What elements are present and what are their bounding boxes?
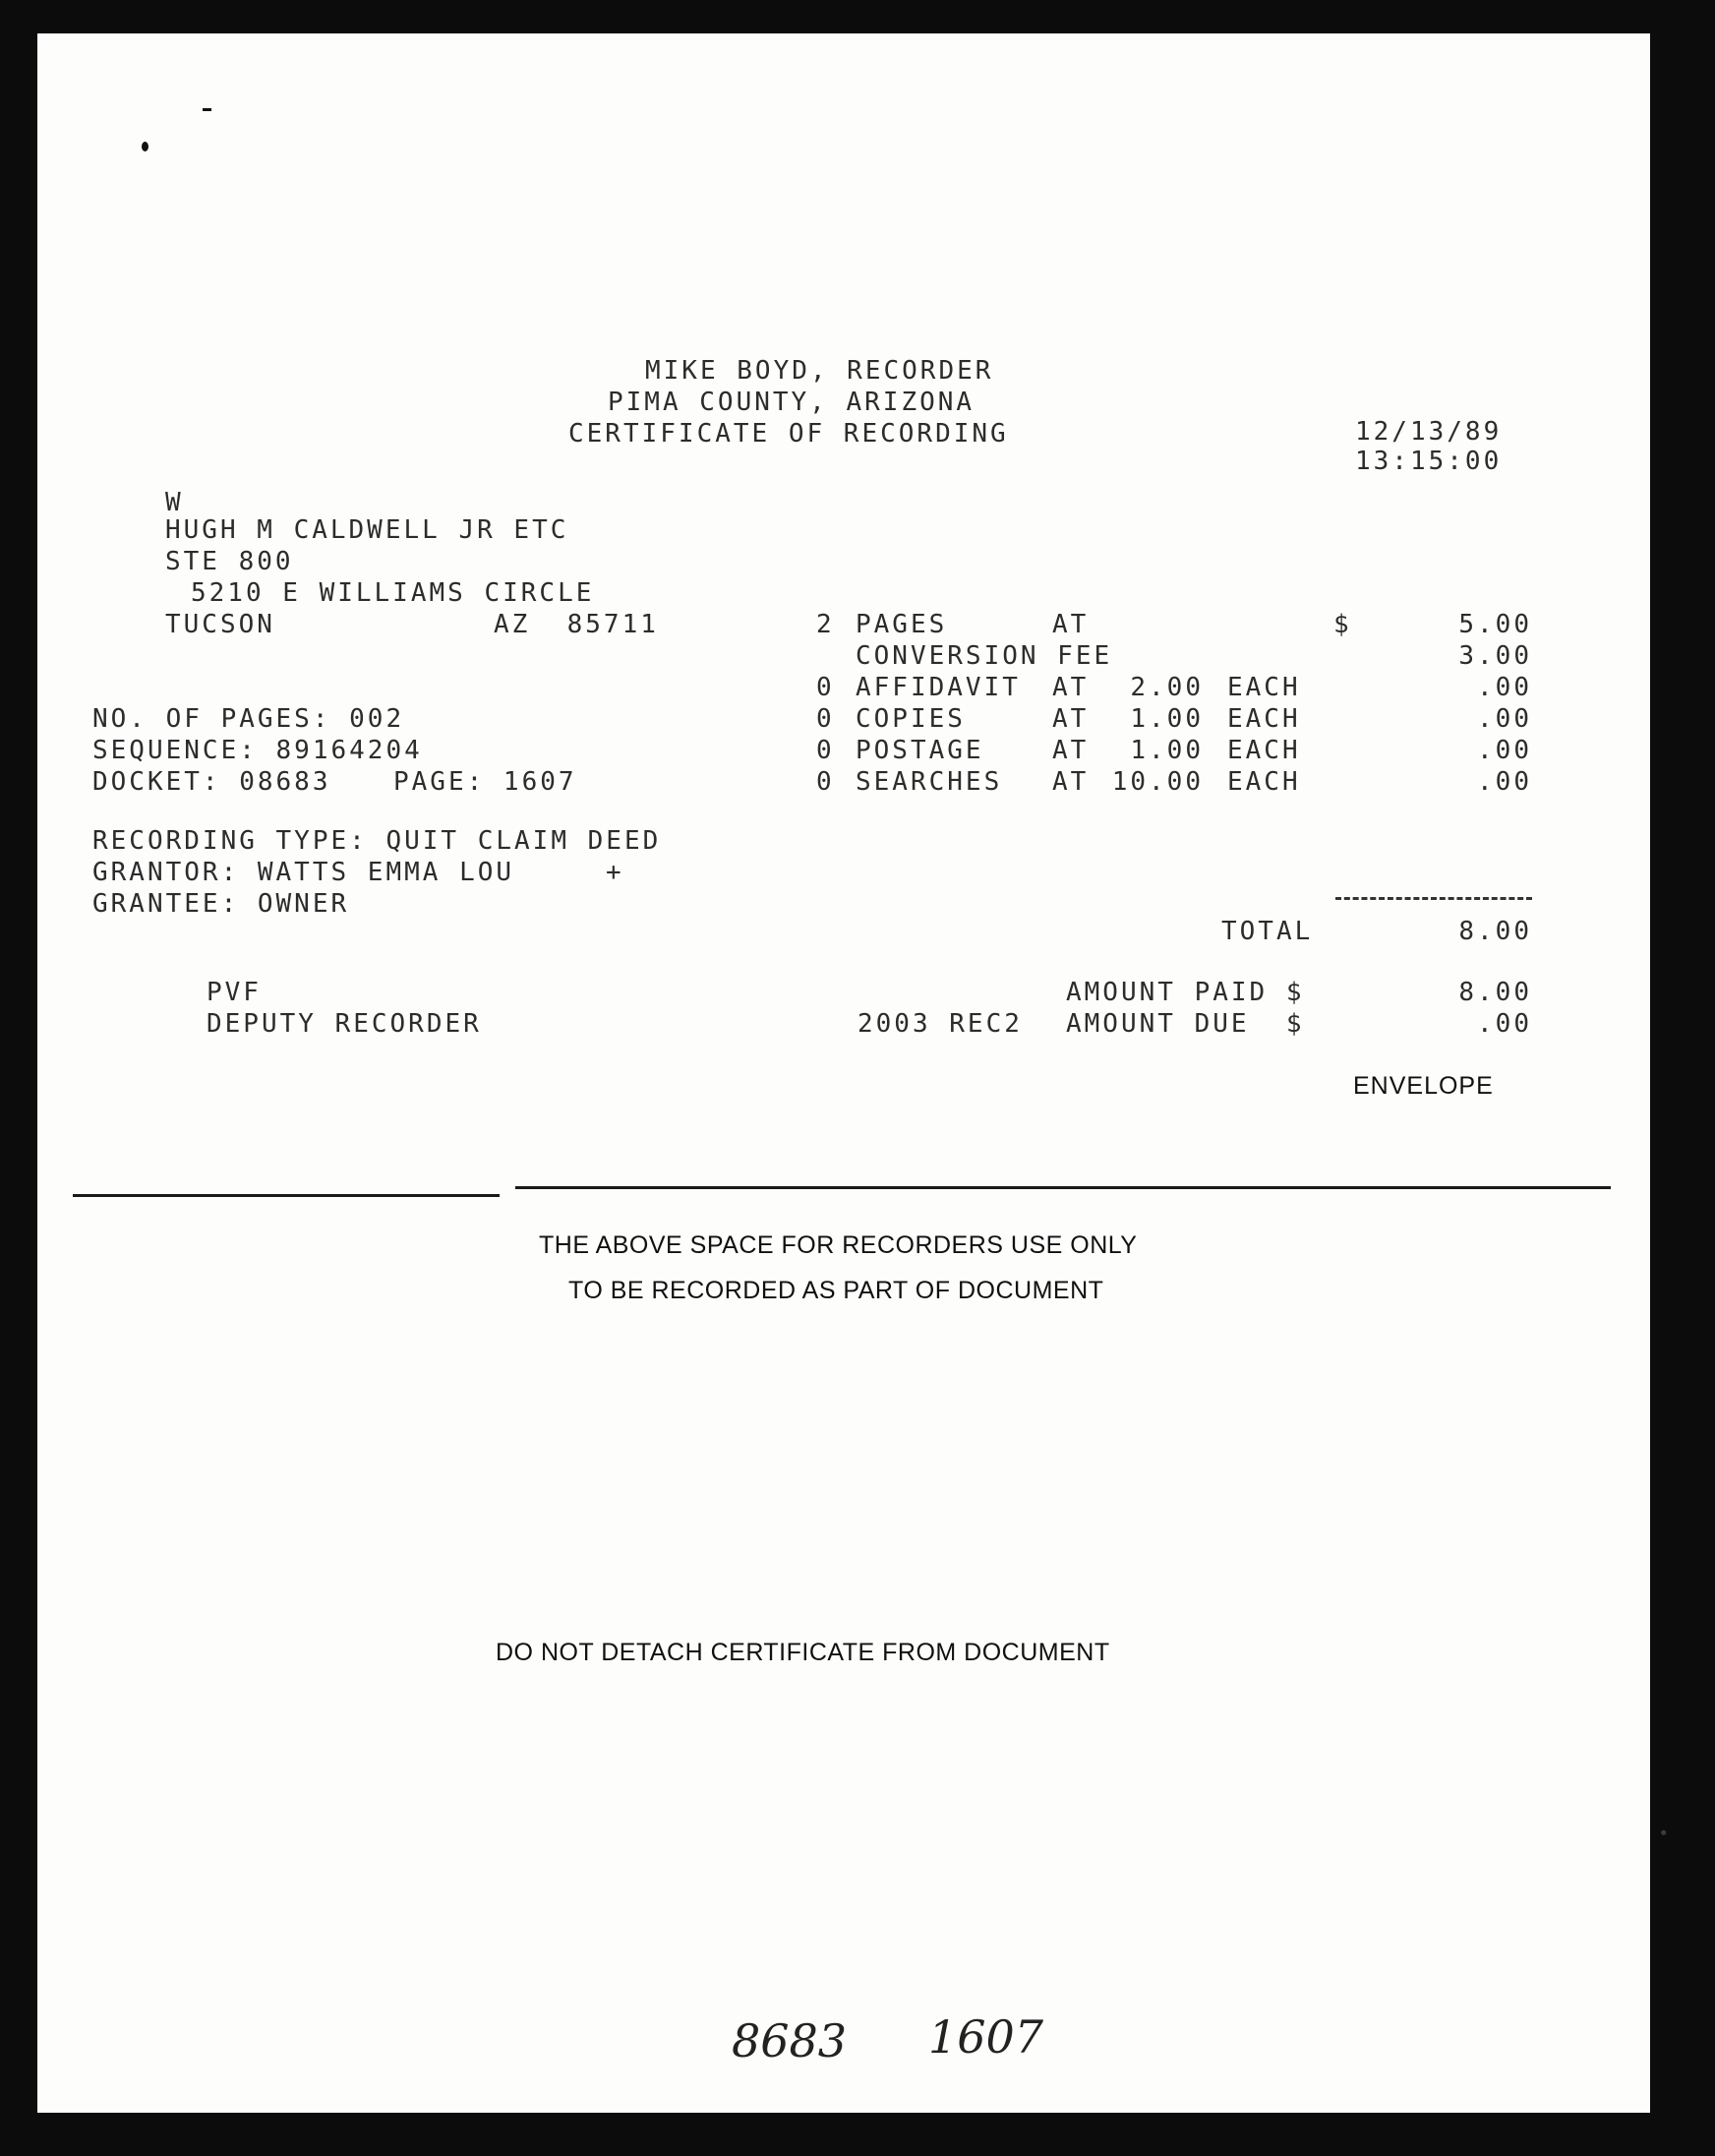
deputy-title: DEPUTY RECORDER (207, 1009, 482, 1039)
recording-type: RECORDING TYPE: QUIT CLAIM DEED (92, 826, 662, 856)
divider-left (73, 1194, 500, 1197)
fee-item: SEARCHES (856, 767, 1003, 797)
handwritten-page: 1607 (928, 2010, 1044, 2064)
certificate-title: CERTIFICATE OF RECORDING (568, 419, 1009, 449)
certificate-page (37, 33, 1650, 2113)
grantor-mark: + (606, 858, 624, 887)
page-count: NO. OF PAGES: 002 (92, 704, 405, 734)
fee-currency: $ (1333, 610, 1352, 639)
deputy-initials: PVF (207, 978, 262, 1007)
addressee-name: HUGH M CALDWELL JR ETC (165, 515, 569, 545)
addressee-prefix: W (165, 488, 184, 517)
fee-at: AT (1052, 704, 1090, 734)
recorder-use-notice: THE ABOVE SPACE FOR RECORDERS USE ONLY (539, 1231, 1138, 1259)
amount-paid: 8.00 (1458, 978, 1532, 1007)
fee-each: EACH (1227, 673, 1301, 702)
record-date: 12/13/89 (1355, 417, 1503, 447)
fee-amount: .00 (1477, 736, 1532, 765)
scan-speck (142, 142, 148, 151)
docket-page: PAGE: 1607 (393, 767, 577, 797)
fee-at: AT (1052, 610, 1090, 639)
addressee-street: 5210 E WILLIAMS CIRCLE (191, 578, 595, 608)
fee-qty: 0 (816, 673, 835, 702)
docket-number: DOCKET: 08683 (92, 767, 331, 797)
fee-amount: 5.00 (1458, 610, 1532, 639)
fee-rate: 2.00 (1130, 673, 1204, 702)
grantor: GRANTOR: WATTS EMMA LOU (92, 858, 515, 887)
fee-rate: 1.00 (1130, 704, 1204, 734)
fee-amount: 3.00 (1458, 641, 1532, 671)
amount-paid-label: AMOUNT PAID $ (1066, 978, 1305, 1007)
fee-at: AT (1052, 767, 1090, 797)
sequence-number: SEQUENCE: 89164204 (92, 736, 423, 765)
fee-each: EACH (1227, 736, 1301, 765)
handwritten-docket: 8683 (732, 2014, 848, 2067)
addressee-city: TUCSON (165, 610, 275, 639)
amount-due-label: AMOUNT DUE $ (1066, 1009, 1305, 1039)
fee-rate: 10.00 (1111, 767, 1204, 797)
fee-qty: 0 (816, 704, 835, 734)
fee-rate: 1.00 (1130, 736, 1204, 765)
fee-qty: 0 (816, 767, 835, 797)
recorder-name: MIKE BOYD, RECORDER (645, 356, 994, 386)
fee-at: AT (1052, 736, 1090, 765)
fee-at: AT (1052, 673, 1090, 702)
station-id: 2003 REC2 (858, 1009, 1023, 1039)
fee-item: POSTAGE (856, 736, 984, 765)
total-separator (1335, 897, 1532, 900)
fee-amount: .00 (1477, 767, 1532, 797)
do-not-detach-notice: DO NOT DETACH CERTIFICATE FROM DOCUMENT (496, 1639, 1110, 1666)
fee-amount: .00 (1477, 673, 1532, 702)
county-name: PIMA COUNTY, ARIZONA (608, 388, 976, 417)
fee-each: EACH (1227, 767, 1301, 797)
divider-right (515, 1186, 1611, 1189)
envelope-label: ENVELOPE (1353, 1072, 1494, 1100)
addressee-state-zip: AZ 85711 (494, 610, 659, 639)
amount-due: .00 (1477, 1009, 1532, 1039)
grantee: GRANTEE: OWNER (92, 889, 350, 919)
addressee-suite: STE 800 (165, 547, 294, 576)
total-label: TOTAL (1221, 917, 1314, 946)
fee-qty: 0 (816, 736, 835, 765)
fee-item: AFFIDAVIT (856, 673, 1021, 702)
fee-amount: .00 (1477, 704, 1532, 734)
record-as-part-notice: TO BE RECORDED AS PART OF DOCUMENT (568, 1277, 1104, 1304)
fee-qty: 2 (816, 610, 835, 639)
scan-speck (203, 108, 211, 111)
fee-item: PAGES (856, 610, 948, 639)
total-amount: 8.00 (1458, 917, 1532, 946)
fee-each: EACH (1227, 704, 1301, 734)
fee-item: CONVERSION FEE (856, 641, 1113, 671)
record-time: 13:15:00 (1355, 447, 1503, 476)
fee-item: COPIES (856, 704, 966, 734)
